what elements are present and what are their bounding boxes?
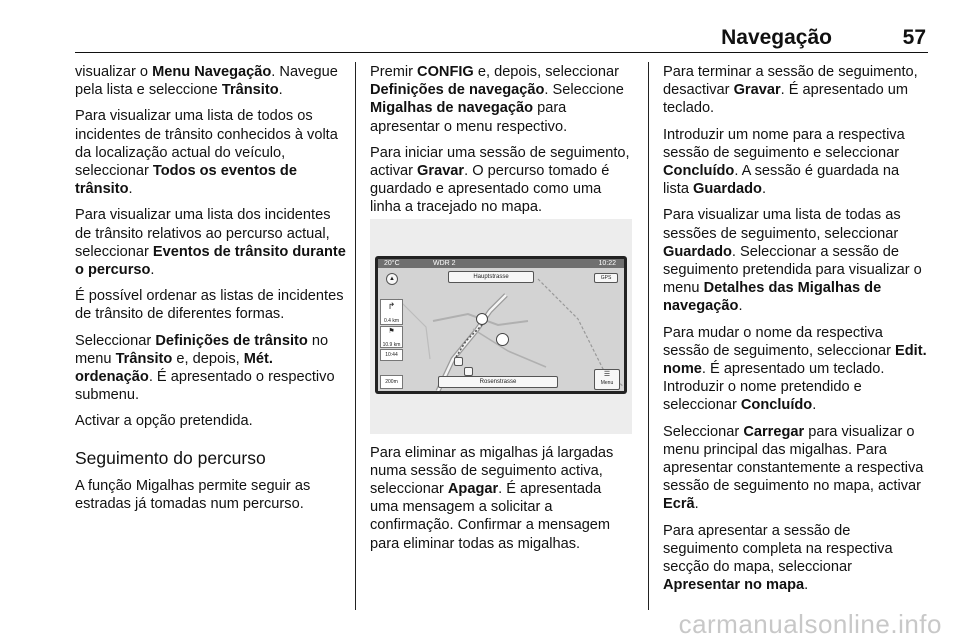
- paragraph: [75, 332, 347, 405]
- page-title: Navegação: [721, 26, 832, 49]
- text-run: Para visualizar uma lista dos incidentes de trânsito relativos ao percurso actual, seleccionar: [75, 207, 331, 260]
- gps-button[interactable]: GPS: [594, 273, 618, 283]
- text-run: Para mudar o nome da respectiva sessão de seguimento, seleccionar: [663, 324, 896, 359]
- paragraph: [663, 324, 929, 415]
- vehicle-position-icon: [476, 313, 488, 325]
- clock: 10:22: [598, 259, 616, 267]
- emphasized-term: Trânsito: [221, 82, 279, 99]
- column-middle: [370, 63, 632, 561]
- text-run: Para visualizar uma lista de todos os incidentes de trânsito conhecidos à volta da localização actual do veículo, seleccionar: [75, 108, 338, 180]
- text-run: .: [804, 577, 809, 594]
- flag-icon: ⚑: [388, 327, 395, 335]
- next-street-label: Rosenstrasse: [438, 376, 558, 388]
- column-divider: [355, 62, 356, 610]
- text-run: Activar a opção pretendida.: [75, 413, 253, 430]
- text-run: . A sessão é guardada na lista: [663, 163, 900, 198]
- text-run: .: [812, 397, 817, 414]
- emphasized-term: Gravar: [417, 163, 465, 180]
- page-number: 57: [902, 26, 926, 49]
- paragraph: [663, 206, 929, 315]
- arrival-time: 10:44: [380, 349, 403, 361]
- current-street-label: Hauptstrasse: [448, 271, 534, 283]
- text-run: . Seleccionar a sessão de seguimento pretendida para visualizar o menu: [663, 243, 922, 297]
- text-run: para apresentar o menu respectivo.: [370, 100, 568, 135]
- text-run: para visualizar o menu principal das migalhas. Para apresentar constantemente a respectiva sessão de seguimento no mapa, activar: [663, 423, 924, 495]
- map-scale: 200m: [380, 375, 403, 389]
- emphasized-term: Todos os eventos de trânsito: [75, 163, 297, 198]
- navigation-screen-figure: [370, 219, 632, 434]
- text-run: Para visualizar uma lista de todas as sessões de seguimento, seleccionar: [663, 207, 901, 242]
- emphasized-term: Mét. ordenação: [75, 350, 273, 386]
- text-run: e, depois,: [172, 350, 244, 367]
- destination-marker-icon: [496, 333, 509, 346]
- poi-icon: [464, 367, 473, 376]
- text-run: . Navegue pela lista e seleccione: [75, 64, 338, 99]
- section-heading: Seguimento do percurso: [75, 447, 266, 468]
- paragraph: [370, 444, 632, 553]
- menu-icon: ☰: [603, 370, 611, 378]
- poi-icon: [454, 357, 463, 366]
- text-run: . É apresentado o respectivo submenu.: [75, 369, 335, 404]
- turn-instruction: [380, 299, 403, 325]
- emphasized-term: Definições de trânsito: [155, 332, 308, 349]
- display-bezel: [375, 256, 627, 394]
- emphasized-term: Menu Navegação: [152, 64, 272, 80]
- paragraph: [75, 63, 347, 99]
- header-rule: [75, 52, 928, 53]
- text-run: .: [738, 298, 743, 315]
- paragraph: [663, 522, 929, 595]
- paragraph: [75, 287, 347, 323]
- distance-value: 10.9 km: [382, 341, 401, 348]
- emphasized-term: Ecrã: [663, 496, 695, 513]
- paragraph: [75, 477, 347, 513]
- turn-arrow-icon: ↱: [387, 300, 396, 311]
- text-run: visualizar o: [75, 64, 153, 80]
- temperature: 20°C: [384, 259, 400, 267]
- text-run: Para terminar a sessão de seguimento, desactivar: [663, 64, 918, 99]
- text-run: . O percurso tomado é guardado e apresentado como uma linha a tracejado no mapa.: [370, 163, 610, 216]
- text-run: .: [278, 82, 283, 99]
- column-right: [663, 63, 929, 602]
- emphasized-term: Carregar: [743, 423, 805, 440]
- text-run: Seleccionar: [75, 332, 156, 349]
- text-run: . É apresentada uma mensagem a solicitar a confirmação. Confirmar a mensagem para eliminar todas as migalhas.: [370, 481, 611, 552]
- text-run: Introduzir um nome para a respectiva sessão de seguimento e seleccionar: [663, 126, 905, 161]
- compass-icon[interactable]: ▲: [386, 273, 398, 285]
- text-run: no menu: [75, 332, 329, 367]
- paragraph: [370, 144, 632, 217]
- text-run: A função Migalhas permite seguir as estradas já tomadas num percurso.: [75, 477, 311, 512]
- status-bar: [378, 259, 624, 268]
- emphasized-term: CONFIG: [417, 64, 474, 80]
- emphasized-term: Apagar: [447, 481, 499, 498]
- text-run: Seleccionar: [663, 423, 744, 440]
- column-left: [75, 63, 347, 521]
- text-run: Para apresentar a sessão de seguimento completa na respectiva secção do mapa, seleccionar: [663, 522, 893, 576]
- text-run: É possível ordenar as listas de incidentes de trânsito de diferentes formas.: [75, 288, 344, 323]
- turn-distance: 0.4 km: [383, 317, 399, 324]
- emphasized-term: Eventos de trânsito durante o percurso: [75, 243, 346, 279]
- emphasized-term: Detalhes das Migalhas de navegação: [663, 280, 882, 315]
- menu-label: Menu: [600, 379, 614, 386]
- radio-station: WDR 2: [433, 259, 456, 267]
- text-run: e, depois, seleccionar: [473, 64, 620, 80]
- text-run: . É apresentado um teclado. Introduzir o nome pretendido e seleccionar: [663, 361, 885, 414]
- map-view: [378, 259, 624, 391]
- paragraph: [75, 206, 347, 279]
- paragraph: [663, 63, 929, 118]
- emphasized-term: Definições de navegação: [370, 82, 545, 99]
- text-run: .: [150, 262, 155, 279]
- remaining-distance: [380, 326, 403, 348]
- text-run: Para eliminar as migalhas já largadas numa sessão de seguimento activa, seleccionar: [370, 444, 614, 498]
- emphasized-term: Edit. nome: [663, 342, 927, 378]
- emphasized-term: Concluído: [740, 397, 813, 414]
- text-run: Premir: [370, 64, 418, 80]
- column-divider: [648, 62, 649, 610]
- text-run: .: [761, 181, 766, 198]
- watermark: carmanualsonline.info: [678, 609, 942, 639]
- paragraph: [663, 423, 929, 514]
- text-run: .: [128, 181, 133, 198]
- emphasized-term: Apresentar no mapa: [663, 577, 805, 594]
- emphasized-term: Trânsito: [115, 350, 173, 367]
- emphasized-term: Guardado: [693, 181, 762, 198]
- paragraph: [663, 126, 929, 199]
- emphasized-term: Guardado: [663, 243, 732, 260]
- emphasized-term: Gravar: [733, 82, 781, 99]
- paragraph: [75, 412, 347, 430]
- text-run: . Seleccione: [544, 82, 624, 99]
- menu-button[interactable]: [594, 369, 620, 390]
- paragraph: [75, 107, 347, 198]
- emphasized-term: Migalhas de navegação: [370, 100, 534, 117]
- text-run: .: [694, 496, 699, 513]
- paragraph: [370, 63, 632, 136]
- text-run: Para iniciar uma sessão de seguimento, activar: [370, 144, 630, 180]
- emphasized-term: Concluído: [663, 163, 735, 180]
- text-run: . É apresentado um teclado.: [663, 82, 909, 117]
